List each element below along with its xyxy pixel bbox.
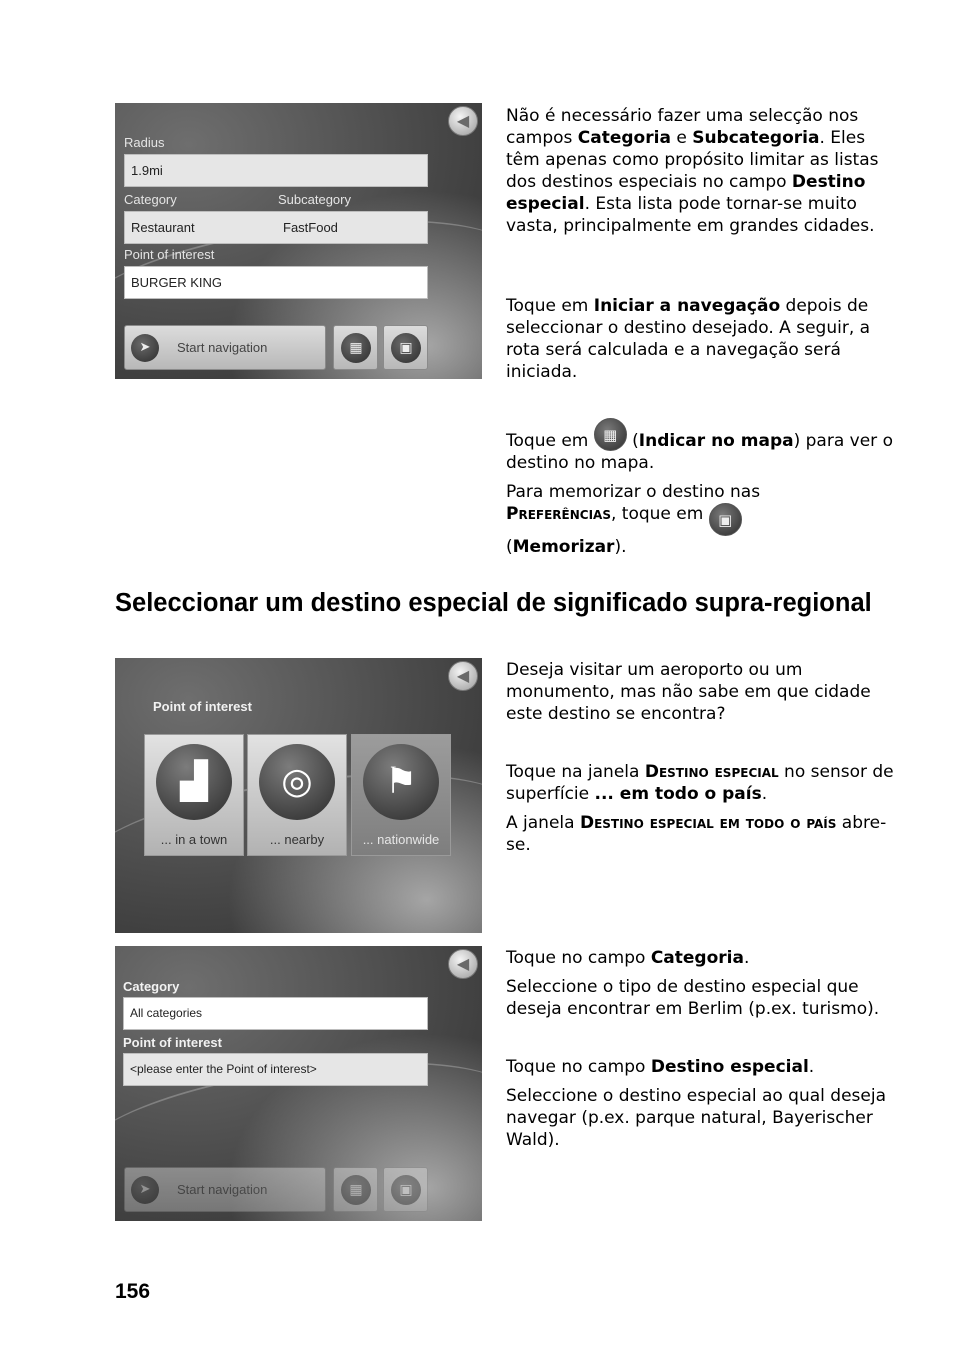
text: . <box>743 948 750 968</box>
bold-text: Categoria <box>577 128 671 148</box>
map-icon: ▦ <box>341 333 371 363</box>
paragraph <box>506 761 896 805</box>
start-navigation-label: Start navigation <box>177 1182 268 1197</box>
floppy-disk-icon: ▣ <box>391 1175 421 1205</box>
poi-placeholder: <please enter the Point of interest> <box>130 1062 317 1076</box>
back-arrow-icon[interactable]: ◀ <box>448 949 478 979</box>
nationwide-button[interactable] <box>351 734 451 856</box>
text: Toque na janela <box>506 762 645 782</box>
paragraph <box>506 418 896 474</box>
category-label: Category <box>124 192 177 207</box>
target-icon: ◎ <box>259 744 335 820</box>
map-icon: ▦ <box>594 418 627 451</box>
text: A janela <box>506 813 580 833</box>
floppy-disk-icon: ▣ <box>391 333 421 363</box>
bold-text: ... em todo o país <box>594 784 762 804</box>
text-block-3 <box>506 418 896 558</box>
navigation-arrow-icon: ➤ <box>131 334 159 362</box>
section-heading: Seleccionar um destino especial de significado supra-regional <box>115 589 872 617</box>
screenshot-poi-details <box>115 103 482 379</box>
paragraph: Seleccione o tipo de destino especial que deseja encontrar em Berlim (p.ex. turismo). <box>506 977 880 1019</box>
category-field[interactable] <box>123 997 428 1030</box>
text: depois de seleccionar o destino desejado. A seguir, a rota será calculada e a navegação será iniciada. <box>506 296 871 382</box>
paragraph <box>506 1056 896 1078</box>
save-button[interactable] <box>383 1167 428 1212</box>
poi-label: Point of interest <box>124 247 215 262</box>
paragraph <box>506 947 896 969</box>
small-caps-text: Destino especial <box>644 762 779 782</box>
text: ). <box>614 537 627 557</box>
text: Toque em <box>506 431 594 451</box>
text-block-1 <box>506 105 896 237</box>
text: abre-se. <box>506 813 887 855</box>
text-block-4 <box>506 659 896 856</box>
nearby-label: ... nearby <box>269 832 325 847</box>
screenshot-poi-menu <box>115 658 482 933</box>
floppy-disk-icon: ▣ <box>709 503 742 536</box>
back-arrow-icon[interactable]: ◀ <box>448 106 478 136</box>
category-field[interactable] <box>124 211 428 244</box>
text: Toque no campo <box>506 948 651 968</box>
nationwide-label: ... nationwide <box>362 832 440 847</box>
show-on-map-button[interactable] <box>333 325 378 370</box>
poi-title: Point of interest <box>153 699 252 714</box>
paragraph <box>506 295 896 383</box>
paragraph <box>506 812 896 856</box>
category-value: Restaurant <box>131 220 195 235</box>
text: . Esta lista pode tornar-se muito vasta, principalmente em grandes cidades. <box>506 194 875 236</box>
text: , toque em <box>610 504 709 524</box>
bold-text: Memorizar <box>512 537 615 557</box>
text: . <box>761 784 768 804</box>
subcategory-value[interactable]: FastFood <box>283 220 338 235</box>
category-value: All categories <box>130 1006 203 1020</box>
text: . Eles têm apenas como propósito limitar as listas dos destinos especiais no campo <box>506 128 879 192</box>
poi-field[interactable] <box>124 266 428 299</box>
bold-text: Categoria <box>650 948 744 968</box>
text: no sensor de superfície <box>506 762 894 804</box>
start-navigation-label: Start navigation <box>177 340 268 355</box>
text: Para memorizar o destino nas <box>506 482 761 502</box>
radius-field[interactable] <box>124 154 428 187</box>
navigation-arrow-icon: ➤ <box>131 1176 159 1204</box>
nearby-button[interactable] <box>247 734 347 856</box>
radius-value: 1.9mi <box>131 163 163 178</box>
text: e <box>670 128 693 148</box>
subcategory-label: Subcategory <box>278 192 351 207</box>
start-navigation-button[interactable] <box>124 1167 326 1212</box>
page-number: 156 <box>115 1280 151 1303</box>
paragraph <box>506 481 896 558</box>
bold-text: Indicar no mapa <box>638 431 794 451</box>
in-a-town-label: ... in a town <box>160 832 228 847</box>
paragraph: Seleccione o destino especial ao qual deseja navegar (p.ex. parque natural, Bayerischer Wald). <box>506 1086 886 1150</box>
map-icon: ▦ <box>341 1175 371 1205</box>
in-a-town-button[interactable] <box>144 734 244 856</box>
text-block-5 <box>506 947 896 1151</box>
city-buildings-icon: ▟ <box>156 744 232 820</box>
small-caps-text: Preferências <box>506 504 611 524</box>
text: ( <box>506 537 513 557</box>
poi-value: BURGER KING <box>131 275 223 290</box>
category-label: Category <box>123 979 180 994</box>
small-caps-text: Destino especial em todo o país <box>579 813 837 833</box>
text: ) para ver o destino no mapa. <box>506 431 893 473</box>
poi-field[interactable] <box>123 1053 428 1086</box>
start-navigation-button[interactable] <box>124 325 326 370</box>
poi-label: Point of interest <box>123 1035 222 1050</box>
text: . <box>808 1057 815 1077</box>
text: Toque no campo <box>506 1057 651 1077</box>
bold-text: Destino especial <box>506 172 866 214</box>
bold-text: Iniciar a navegação <box>593 296 781 316</box>
back-arrow-icon[interactable]: ◀ <box>448 661 478 691</box>
bold-text: Subcategoria <box>692 128 820 148</box>
paragraph <box>506 105 896 237</box>
radius-label: Radius <box>124 135 165 150</box>
text: Não é necessário fazer uma selecção nos campos <box>506 106 859 148</box>
paragraph: Deseja visitar um aeroporto ou um monumento, mas não sabe em que cidade este destino se encontra? <box>506 660 871 724</box>
bold-text: Destino especial <box>650 1057 809 1077</box>
screenshot-poi-category <box>115 946 482 1221</box>
text: Toque em <box>506 296 594 316</box>
flags-icon: ⚑ <box>363 744 439 820</box>
text: ( <box>626 431 639 451</box>
text-block-2 <box>506 295 896 383</box>
show-on-map-button[interactable] <box>333 1167 378 1212</box>
save-button[interactable] <box>383 325 428 370</box>
